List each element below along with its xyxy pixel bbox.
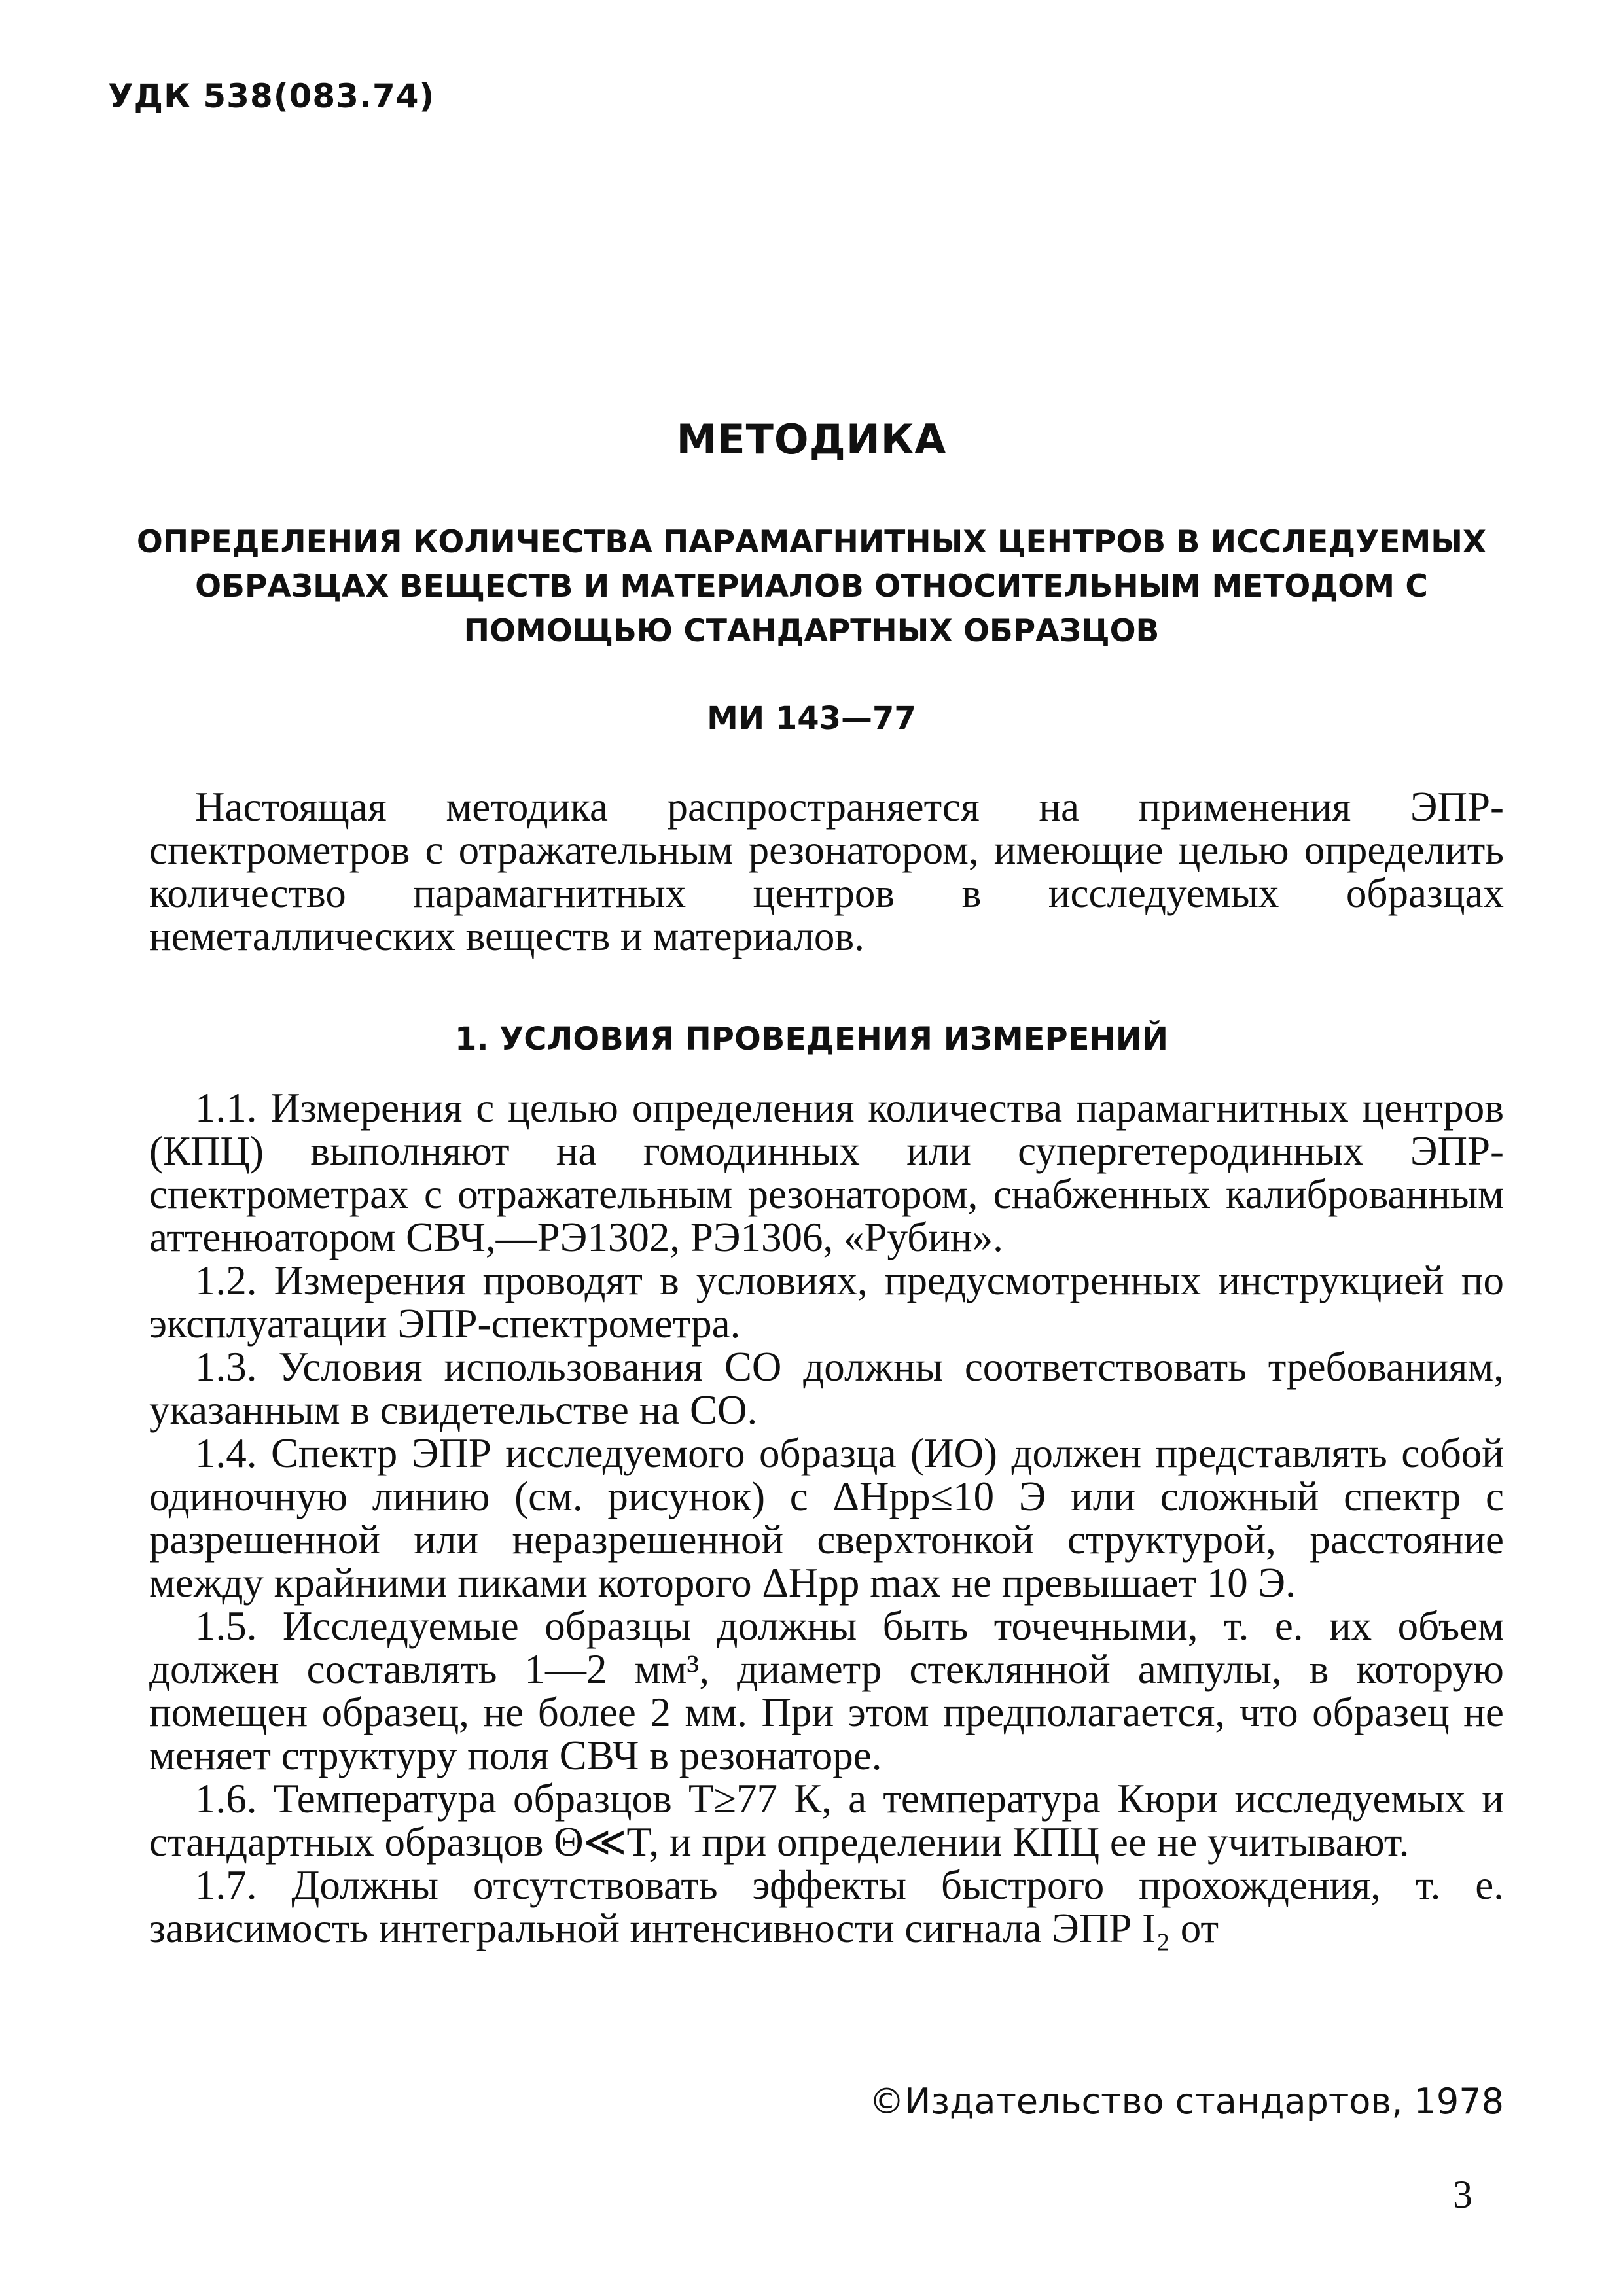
copyright-notice: ©Издательство стандартов, 1978 [868, 2081, 1504, 2122]
paragraph-1-5: 1.5. Исследуемые образцы должны быть точечными, т. е. их объем должен составлять 1—2 мм³, диаметр стеклянной ампулы, в которую помещен образец, не более 2 мм. При этом предполагается, что образец не меняет структуру поля СВЧ в резонаторе. [149, 1603, 1504, 1778]
paragraph-1-6: 1.6. Температура образцов T≥77 К, а температура Кюри исследуемых и стандартных образцов Θ≪T, и при определении КПЦ ее не учитывают. [149, 1776, 1504, 1865]
udk-code: УДК 538(083.74) [108, 77, 435, 115]
document-subtitle: ОПРЕДЕЛЕНИЯ КОЛИЧЕСТВА ПАРАМАГНИТНЫХ ЦЕНТРОВ В ИССЛЕДУЕМЫХ ОБРАЗЦАХ ВЕЩЕСТВ И МАТЕРИАЛОВ ОТНОСИТЕЛЬНЫМ МЕТОДОМ С ПОМОЩЬЮ СТАНДАРТНЫХ ОБРАЗЦОВ [136, 524, 1487, 649]
section-heading: 1. УСЛОВИЯ ПРОВЕДЕНИЯ ИЗМЕРЕНИЙ [454, 1021, 1169, 1057]
paragraph-1-2: 1.2. Измерения проводят в условиях, предусмотренных инструкцией по эксплуатации ЭПР-спектрометра. [149, 1258, 1504, 1347]
paragraph-1-7: 1.7. Должны отсутствовать эффекты быстрого прохождения, т. е. зависимость интегральной интенсивности сигнала ЭПР I₂ от [149, 1862, 1504, 1951]
paragraph-1-3: 1.3. Условия использования СО должны соответствовать требованиям, указанным в свидетельстве на СО. [149, 1344, 1504, 1433]
paragraph-1-4: 1.4. Спектр ЭПР исследуемого образца (ИО) должен представлять собой одиночную линию (см. рисунок) с ΔHpp≤10 Э или сложный спектр с разрешенной или неразрешенной сверхтонкой структурой, расстояние между крайними пиками которого ΔHpp max не превышает 10 Э. [149, 1430, 1504, 1606]
document-code: МИ 143—77 [707, 700, 916, 737]
section-items [149, 1086, 1504, 1950]
page-number: 3 [1453, 2173, 1472, 2216]
intro-paragraph: Настоящая методика распространяется на применения ЭПР-спектрометров с отражательным резонатором, имеющие целью определить количество парамагнитных центров в исследуемых образцах неметаллических веществ и материалов. [149, 784, 1504, 959]
document-title: МЕТОДИКА [676, 415, 947, 463]
paragraph-1-1: 1.1. Измерения с целью определения количества парамагнитных центров (КПЦ) выполняют на гомодинных или супергетеродинных ЭПР-спектрометрах с отражательным резонатором, снабженных калиброванным аттенюатором СВЧ,—РЭ1302, РЭ1306, «Рубин». [149, 1085, 1504, 1260]
